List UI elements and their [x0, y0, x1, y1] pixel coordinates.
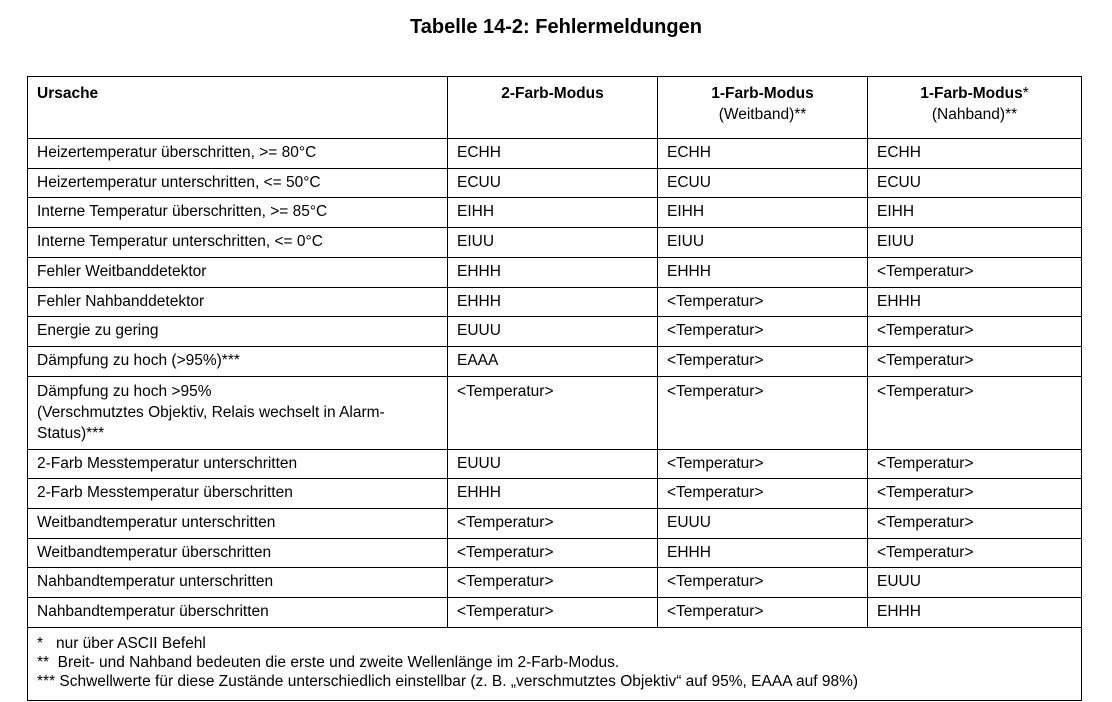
table-title: Tabelle 14-2: Fehlermeldungen	[410, 16, 702, 38]
cause-cell: Interne Temperatur unterschritten, <= 0°C	[28, 228, 448, 258]
two-color-cell: <Temperatur>	[448, 568, 658, 598]
two-color-cell: <Temperatur>	[448, 538, 658, 568]
footnote-ascii: * nur über ASCII Befehl	[37, 634, 206, 652]
header-two-color-label: 2-Farb-Modus	[501, 85, 604, 102]
footnote-row	[28, 627, 1082, 700]
wideband-cell: ECHH	[658, 139, 868, 169]
cause-cell: 2-Farb Messtemperatur unterschritten	[28, 449, 448, 479]
two-color-cell: <Temperatur>	[448, 376, 658, 449]
footnote-thresholds: *** Schwellwerte für diese Zustände unterschiedlich einstellbar (z. B. „verschmutztes Objektiv“ auf 95%, EAAA auf 98%)	[37, 672, 859, 690]
table-row	[28, 538, 1082, 568]
table-row	[28, 139, 1082, 169]
cause-cell: Nahbandtemperatur überschritten	[28, 598, 448, 628]
table-row	[28, 287, 1082, 317]
table-row	[28, 317, 1082, 347]
narrowband-cell: <Temperatur>	[868, 538, 1082, 568]
header-one-color-wideband	[658, 77, 868, 139]
header-cause: Ursache	[28, 77, 448, 139]
wideband-cell: EIHH	[658, 198, 868, 228]
narrowband-cell: EIHH	[868, 198, 1082, 228]
table-row	[28, 257, 1082, 287]
wideband-cell: <Temperatur>	[658, 346, 868, 376]
wideband-cell: <Temperatur>	[658, 317, 868, 347]
wideband-cell: <Temperatur>	[658, 598, 868, 628]
cause-cell: Fehler Weitbanddetektor	[28, 257, 448, 287]
header-one-color-narrowband	[868, 77, 1082, 139]
table-row	[28, 168, 1082, 198]
cause-line: Dämpfung zu hoch >95%	[37, 382, 212, 400]
header-one-color-label: 1-Farb-Modus	[711, 85, 814, 102]
wideband-cell: ECUU	[658, 168, 868, 198]
wideband-cell: EIUU	[658, 228, 868, 258]
table-row	[28, 346, 1082, 376]
narrowband-cell: EHHH	[868, 598, 1082, 628]
two-color-cell: EUUU	[448, 317, 658, 347]
footnote-bands: ** Breit- und Nahband bedeuten die erste und zweite Wellenlänge im 2-Farb-Modus.	[37, 653, 620, 671]
two-color-cell: ECHH	[448, 139, 658, 169]
cause-cell: Heizertemperatur unterschritten, <= 50°C	[28, 168, 448, 198]
narrowband-cell: <Temperatur>	[868, 346, 1082, 376]
cause-line: Status)***	[37, 424, 105, 442]
cause-cell: Nahbandtemperatur unterschritten	[28, 568, 448, 598]
cause-cell	[28, 376, 448, 449]
wideband-cell: <Temperatur>	[658, 479, 868, 509]
two-color-cell: EHHH	[448, 287, 658, 317]
header-wideband-sub: (Weitband)**	[718, 106, 807, 123]
cause-cell: Weitbandtemperatur unterschritten	[28, 509, 448, 539]
two-color-cell: EHHH	[448, 479, 658, 509]
wideband-cell: <Temperatur>	[658, 376, 868, 449]
header-two-color-mode	[448, 77, 658, 139]
narrowband-cell: ECUU	[868, 168, 1082, 198]
cause-cell: Interne Temperatur überschritten, >= 85°C	[28, 198, 448, 228]
two-color-cell: EHHH	[448, 257, 658, 287]
narrowband-cell: EIUU	[868, 228, 1082, 258]
narrowband-cell: <Temperatur>	[868, 509, 1082, 539]
table-row	[28, 228, 1082, 258]
wideband-cell: <Temperatur>	[658, 568, 868, 598]
narrowband-cell: EHHH	[868, 287, 1082, 317]
narrowband-cell: <Temperatur>	[868, 257, 1082, 287]
narrowband-cell: <Temperatur>	[868, 479, 1082, 509]
table-row	[28, 376, 1082, 449]
two-color-cell: EIUU	[448, 228, 658, 258]
cause-cell: Energie zu gering	[28, 317, 448, 347]
table-row	[28, 198, 1082, 228]
two-color-cell: EAAA	[448, 346, 658, 376]
two-color-cell: EIHH	[448, 198, 658, 228]
table-row	[28, 598, 1082, 628]
header-one-color-label: 1-Farb-Modus	[920, 85, 1023, 102]
narrowband-cell: ECHH	[868, 139, 1082, 169]
header-star-mark: *	[1022, 85, 1029, 102]
cause-cell: 2-Farb Messtemperatur überschritten	[28, 479, 448, 509]
header-narrowband-sub: (Nahband)**	[931, 106, 1018, 123]
narrowband-cell: <Temperatur>	[868, 317, 1082, 347]
narrowband-cell: <Temperatur>	[868, 376, 1082, 449]
table-row	[28, 509, 1082, 539]
cause-cell: Fehler Nahbanddetektor	[28, 287, 448, 317]
error-messages-table	[27, 76, 1082, 701]
table-row	[28, 568, 1082, 598]
wideband-cell: EHHH	[658, 257, 868, 287]
two-color-cell: <Temperatur>	[448, 509, 658, 539]
footnotes-cell	[28, 627, 1082, 700]
cause-cell: Weitbandtemperatur überschritten	[28, 538, 448, 568]
wideband-cell: <Temperatur>	[658, 287, 868, 317]
cause-line: (Verschmutztes Objektiv, Relais wechselt in Alarm-	[37, 403, 385, 421]
wideband-cell: EHHH	[658, 538, 868, 568]
two-color-cell: EUUU	[448, 449, 658, 479]
two-color-cell: <Temperatur>	[448, 598, 658, 628]
two-color-cell: ECUU	[448, 168, 658, 198]
table-row	[28, 479, 1082, 509]
cause-cell: Heizertemperatur überschritten, >= 80°C	[28, 139, 448, 169]
wideband-cell: EUUU	[658, 509, 868, 539]
narrowband-cell: EUUU	[868, 568, 1082, 598]
header-row	[28, 77, 1082, 139]
cause-cell: Dämpfung zu hoch (>95%)***	[28, 346, 448, 376]
table-row	[28, 449, 1082, 479]
narrowband-cell: <Temperatur>	[868, 449, 1082, 479]
wideband-cell: <Temperatur>	[658, 449, 868, 479]
